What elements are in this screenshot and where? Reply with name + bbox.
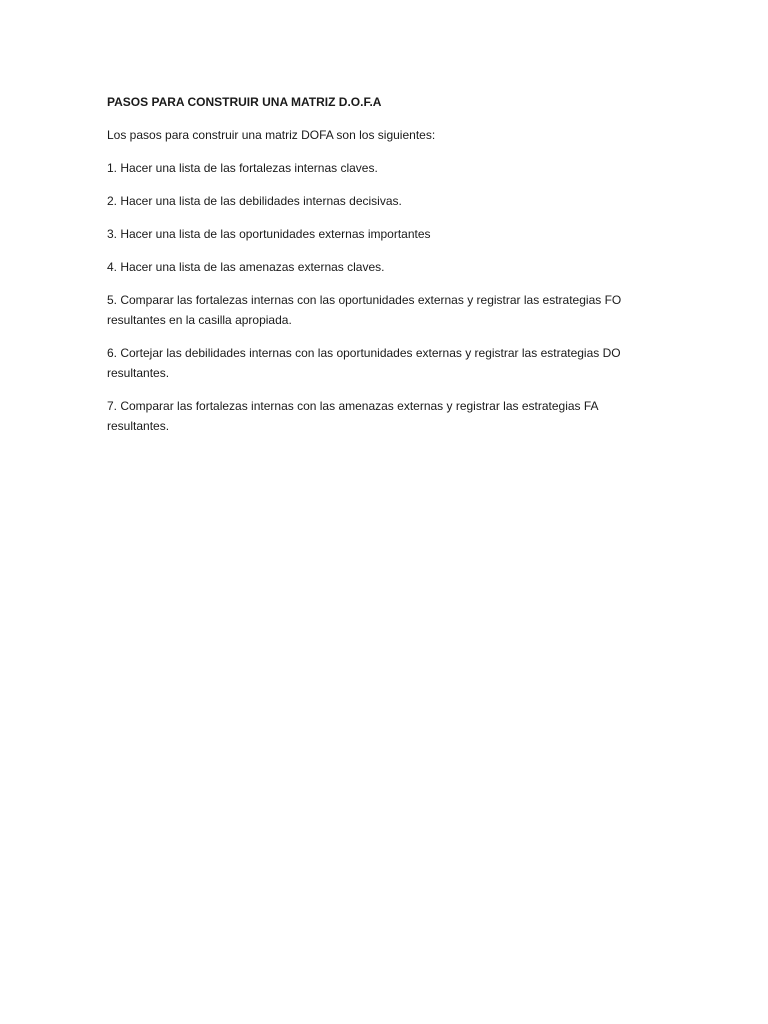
step-1: 1. Hacer una lista de las fortalezas internas claves. (107, 161, 378, 175)
document-intro: Los pasos para construir una matriz DOFA son los siguientes: (107, 128, 436, 142)
document-body (107, 92, 652, 449)
step-4: 4. Hacer una lista de las amenazas externas claves. (107, 260, 385, 274)
step-6: 6. Cortejar las debilidades internas con las oportunidades externas y registrar las estrategias DO resultantes. (107, 346, 621, 380)
step-2: 2. Hacer una lista de las debilidades internas decisivas. (107, 194, 402, 208)
step-5: 5. Comparar las fortalezas internas con las oportunidades externas y registrar las estrategias FO resultantes en la casilla apropiada. (107, 293, 622, 327)
document-title: PASOS PARA CONSTRUIR UNA MATRIZ D.O.F.A (107, 95, 382, 109)
step-3: 3. Hacer una lista de las oportunidades externas importantes (107, 227, 431, 241)
step-7: 7. Comparar las fortalezas internas con las amenazas externas y registrar las estrategias FA resultantes. (107, 399, 598, 433)
